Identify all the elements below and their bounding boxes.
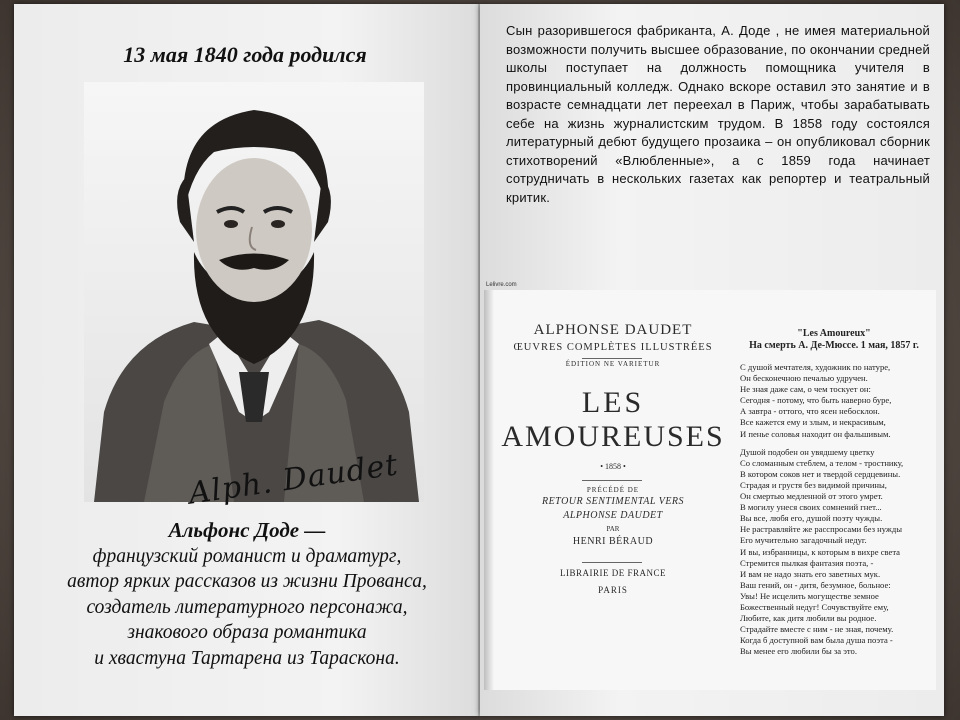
portrait-photo (84, 82, 424, 502)
poem-line: Со сломанным стеблем, а телом - тростнику, (740, 457, 904, 468)
caption-line: и хвастуна Тартарена из Тараскона. (94, 647, 400, 669)
poem-line: Сегодня - потому, что быть наверно буре, (740, 395, 892, 406)
title-page-preface-title: RETOUR SENTIMENTAL VERS (541, 496, 685, 507)
poem-line: Вы все, любя его, душой поэту чужды. (740, 513, 883, 524)
caption-line: французский романист и драматург, (92, 545, 402, 567)
image-source-label: Lelivre.com (486, 282, 517, 288)
poem-text (740, 362, 936, 657)
title-page-edition: ÉDITION NE VARIETUR (565, 360, 661, 368)
birth-date-heading: 13 мая 1840 года родился (123, 42, 367, 67)
poem-line: А завтра - оттого, что ясен небосклон. (740, 406, 880, 417)
poem-line: В могилу унеся своих сомнений гнет... (740, 502, 882, 513)
poem-line: Когда б доступной вам была душа поэта - (740, 635, 893, 646)
title-page-city: PARIS (598, 585, 628, 595)
caption-author-name: Альфонс Доде — (168, 518, 326, 542)
stanza-gap (740, 440, 936, 447)
poem-subtitle: На смерть А. Де-Мюссе. 1 мая, 1857 г. (749, 340, 919, 351)
poem-line: Стремится пылкая фантазия поэта, - (740, 557, 874, 568)
title-page-publisher: LIBRAIRIE DE FRANCE (560, 568, 666, 578)
title-page-preface-subject: ALPHONSE DAUDET (563, 510, 663, 521)
poem-line: И вы, избранницы, к которым в вихре света (740, 546, 900, 557)
poem-line: Страдая и грустя без видимой причины, (740, 479, 887, 490)
caption-line: знакового образа романтика (127, 622, 367, 643)
title-page-collection: ŒUVRES COMPLÈTES ILLUSTRÉES (513, 342, 713, 353)
poem-line: Душой подобен он увядшему цветку (740, 446, 875, 457)
poem-line: И вам не надо знать его заветных мук. (740, 568, 881, 579)
author-signature: Alph. Daudet (186, 447, 401, 512)
poem-line: Увы! Не исцелить могуществе земное (740, 590, 879, 601)
book-scan (484, 290, 936, 690)
title-page-rule (582, 562, 642, 563)
portrait-caption (22, 518, 472, 671)
poem-line: Его мучительно загадочный недуг. (740, 535, 867, 546)
title-page-by: PAR (606, 525, 620, 533)
title-page-preface-author: HENRI BÉRAUD (572, 536, 654, 547)
poem-line: Не растравляйте же расспросами без нужды (740, 524, 903, 535)
caption-line: автор ярких рассказов из жизни Прованса, (67, 571, 427, 592)
poem-line: Все кажется ему и злым, и некрасивым, (740, 417, 886, 428)
portrait-illustration (84, 82, 424, 502)
caption-line: создатель литературного персонажа, (86, 596, 408, 618)
title-page-title-line2: AMOUREUSES (501, 420, 725, 453)
poem-line: И пенье соловья находит он фальшивым. (740, 428, 891, 439)
poem-line: Любите, как дитя любили вы родное. (740, 613, 877, 624)
title-page-year: • 1858 • (600, 462, 626, 471)
book-gutter-shadow (484, 290, 494, 690)
poem-line: Ваш гений, он - дитя, безумное, больное: (740, 579, 891, 590)
poem-line: С душой мечтателя, художник по натуре, (740, 362, 891, 372)
poem-line: Он бесконечною печалью удручен. (740, 373, 868, 384)
biography-text: Сын разорившегося фабриканта, А. Доде , не имея материальной возможности получить высшее образование, по окончании средней школы поступает на должность помощника учителя в провинциальный колледж. Однако вскоре оставил это занятие и в возрасте семнадцати лет переехал в Париж, чтобы зарабатывать себе на жизнь журналистским трудом. В 1858 году состоялся литературный дебют будущего прозаика – он опубликовал сборник стихотворений «Влюбленные», а с 1859 года начинает сотрудничать в нескольких газетах как репортер и театральный критик. (506, 23, 930, 205)
title-page-preceded: PRÉCÉDÉ DE (586, 486, 640, 494)
poem-line: Вы менее его любили бы за это. (740, 646, 857, 657)
title-page-title-line1: LES (581, 386, 645, 419)
poem-line: Не зная даже сам, о чем тоскует он: (740, 384, 871, 395)
poem-line: Он смертью медленной от этого умрет. (740, 491, 883, 502)
title-page-rule (582, 358, 642, 359)
title-page-author: ALPHONSE DAUDET (533, 322, 693, 338)
poem-line: В котором соков нет и твердой сердцевины. (740, 468, 901, 479)
poem-line: Божественный недуг! Сочувствуйте ему, (740, 601, 889, 612)
title-page-rule (582, 480, 642, 481)
poem-title: "Les Amoureux" (797, 328, 871, 339)
poem-line: Страдайте вместе с ним - не зная, почему. (740, 624, 894, 635)
